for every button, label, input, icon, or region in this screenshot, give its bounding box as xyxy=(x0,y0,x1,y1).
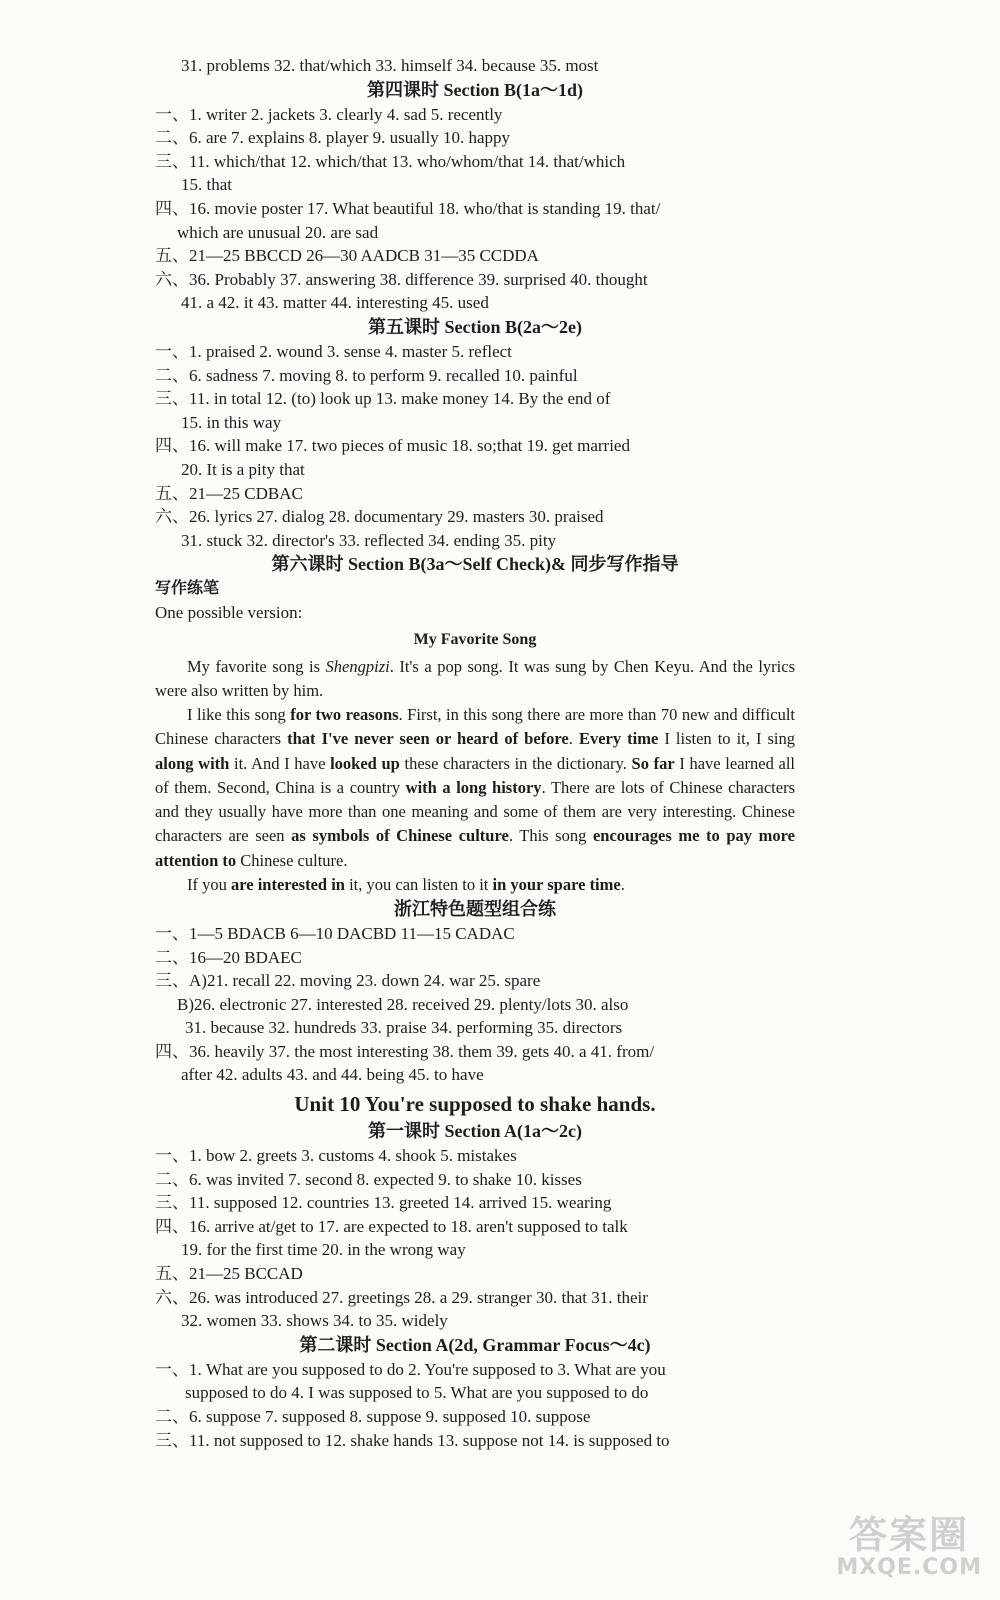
answer-line: 五、21—25 CDBAC xyxy=(155,483,303,503)
answer-line: after 42. adults 43. and 44. being 45. to have xyxy=(181,1065,484,1085)
bold-phrase: So far xyxy=(631,753,675,773)
answer-line: 31. because 32. hundreds 33. praise 34. performing 35. directors xyxy=(185,1018,623,1038)
section-heading: 第二课时 Section A(2d, Grammar Focus～4c) xyxy=(299,1334,651,1355)
answer-line: 四、16. will make 17. two pieces of music 18. so;that 19. get married xyxy=(155,436,630,456)
answer-line: 31. problems 32. that/which 33. himself 34. because 35. most xyxy=(181,56,599,75)
answer-line: 32. women 33. shows 34. to 35. widely xyxy=(181,1311,448,1331)
text-run: . This song xyxy=(508,826,593,846)
text-run: . xyxy=(620,874,625,894)
section-heading: 第五课时 Section B(2a～2e) xyxy=(368,316,582,337)
answer-line: 六、26. was introduced 27. greetings 28. a 29. stranger 30. that 31. their xyxy=(155,1287,648,1307)
answer-line: 19. for the first time 20. in the wrong way xyxy=(181,1240,466,1260)
answer-line: 三、11. in total 12. (to) look up 13. make money 14. By the end of xyxy=(155,389,611,409)
essay-paragraph xyxy=(155,873,795,897)
watermark-text: 答案圈 xyxy=(849,1513,970,1557)
unit-title: Unit 10 You're supposed to shake hands. xyxy=(294,1092,656,1117)
section-heading: 第一课时 Section A(1a～2c) xyxy=(368,1121,582,1142)
answer-line: 三、A)21. recall 22. moving 23. down 24. war 25. spare xyxy=(155,971,541,991)
bold-phrase: as symbols of Chinese culture xyxy=(291,826,509,846)
answer-line: 15. that xyxy=(181,175,232,195)
bold-phrase: for two reasons xyxy=(290,705,399,725)
answers-part-1 xyxy=(155,54,795,655)
answer-line: 41. a 42. it 43. matter 44. interesting 45. used xyxy=(181,293,489,313)
bold-phrase: in your spare time xyxy=(492,874,621,894)
watermark-logo xyxy=(836,1504,982,1580)
text-run: . First, in this song there are more than 70 new and difficult Chinese characters xyxy=(155,705,795,749)
text-run: . There are lots of Chinese characters and they usually have more than one meaning and some of them are very interesting. Chinese characters are seen xyxy=(155,777,795,846)
section-heading: 第四课时 Section B(1a～1d) xyxy=(367,79,583,100)
answer-line: 四、36. heavily 37. the most interesting 38. them 39. gets 40. a 41. from/ xyxy=(155,1041,655,1061)
text-run: Chinese culture. xyxy=(236,850,348,870)
section-heading: 第六课时 Section B(3a～Self Check)& 同步写作指导 xyxy=(271,554,679,575)
text-run: . It's a pop song. It was sung by Chen Keyu. And the lyrics were also written by him. xyxy=(155,656,795,701)
bold-phrase: looked up xyxy=(330,753,400,773)
answer-line: B)26. electronic 27. interested 28. received 29. plenty/lots 30. also xyxy=(177,994,629,1014)
answer-line: 31. stuck 32. director's 33. reflected 34. ending 35. pity xyxy=(181,530,557,550)
answer-line: 一、1. writer 2. jackets 3. clearly 4. sad 5. recently xyxy=(155,104,503,124)
italic-phrase: Shengpizi xyxy=(325,656,390,676)
watermark-url: MXQE.COM xyxy=(836,1555,982,1580)
answer-line: 一、1. praised 2. wound 3. sense 4. master 5. reflect xyxy=(155,341,512,361)
answer-line: 二、6. suppose 7. supposed 8. suppose 9. supposed 10. suppose xyxy=(155,1407,591,1426)
answer-line: 三、11. which/that 12. which/that 13. who/whom/that 14. that/which xyxy=(155,151,626,171)
answer-line: supposed to do 4. I was supposed to 5. What are you supposed to do xyxy=(185,1383,649,1403)
answer-line: 一、1. bow 2. greets 3. customs 4. shook 5. mistakes xyxy=(155,1146,517,1166)
answers-part-2 xyxy=(155,897,795,1452)
answer-line: 二、6. sadness 7. moving 8. to perform 9. recalled 10. painful xyxy=(155,365,578,385)
text-run: I like this song xyxy=(187,705,291,725)
essay-paragraph xyxy=(155,655,795,703)
section-heading: 浙江特色题型组合练 xyxy=(394,898,556,919)
answer-line: One possible version: xyxy=(155,603,303,623)
answer-line: 五、21—25 BCCAD xyxy=(155,1264,303,1284)
answer-line: 二、16—20 BDAEC xyxy=(155,947,302,967)
answer-line: 六、36. Probably 37. answering 38. difference 39. surprised 40. thought xyxy=(155,269,648,289)
answer-line: 一、1. What are you supposed to do 2. You're supposed to 3. What are you xyxy=(155,1359,666,1379)
answer-line: 三、11. not supposed to 12. shake hands 13. suppose not 14. is supposed to xyxy=(155,1430,670,1450)
answer-line: 二、6. are 7. explains 8. player 9. usually 10. happy xyxy=(155,128,511,148)
bold-phrase: are interested in xyxy=(231,874,345,894)
text-run: If you xyxy=(187,874,231,894)
answer-line: 四、16. movie poster 17. What beautiful 18. who/that is standing 19. that/ xyxy=(155,198,661,218)
answer-line: 三、11. supposed 12. countries 13. greeted 14. arrived 15. wearing xyxy=(155,1193,612,1213)
text-run: it, you can listen to it xyxy=(344,874,493,894)
answer-line: 五、21—25 BBCCD 26—30 AADCB 31—35 CCDDA xyxy=(155,246,539,266)
text-run: I listen to it, I sing xyxy=(658,729,796,749)
answer-line: 20. It is a pity that xyxy=(181,459,305,479)
text-run: . xyxy=(568,729,579,749)
text-run: I have learned all of them. Second, China is a country xyxy=(155,753,795,797)
answer-line: 一、1—5 BDACB 6—10 DACBD 11—15 CADAC xyxy=(155,923,515,943)
bold-phrase: with a long history xyxy=(405,777,542,797)
text-run: it. And I have xyxy=(229,753,331,773)
subheading: 写作练笔 xyxy=(155,580,220,598)
bold-phrase: Every time xyxy=(578,729,659,749)
answer-line: 六、26. lyrics 27. dialog 28. documentary 29. masters 30. praised xyxy=(155,507,604,527)
bold-phrase: that I've never seen or heard of before xyxy=(287,729,569,749)
text-run: My favorite song is xyxy=(187,656,326,676)
model-essay xyxy=(155,655,795,897)
answer-line: 15. in this way xyxy=(181,412,282,432)
essay-title: My Favorite Song xyxy=(413,630,537,648)
essay-paragraph xyxy=(155,703,795,872)
bold-phrase: along with xyxy=(155,753,230,773)
text-run: these characters in the dictionary. xyxy=(399,753,632,773)
bold-phrase: encourages me to pay more attention to xyxy=(155,826,795,870)
answer-line: 二、6. was invited 7. second 8. expected 9. to shake 10. kisses xyxy=(155,1169,582,1189)
answer-line: which are unusual 20. are sad xyxy=(177,222,379,242)
answer-line: 四、16. arrive at/get to 17. are expected to 18. aren't supposed to talk xyxy=(155,1216,628,1236)
